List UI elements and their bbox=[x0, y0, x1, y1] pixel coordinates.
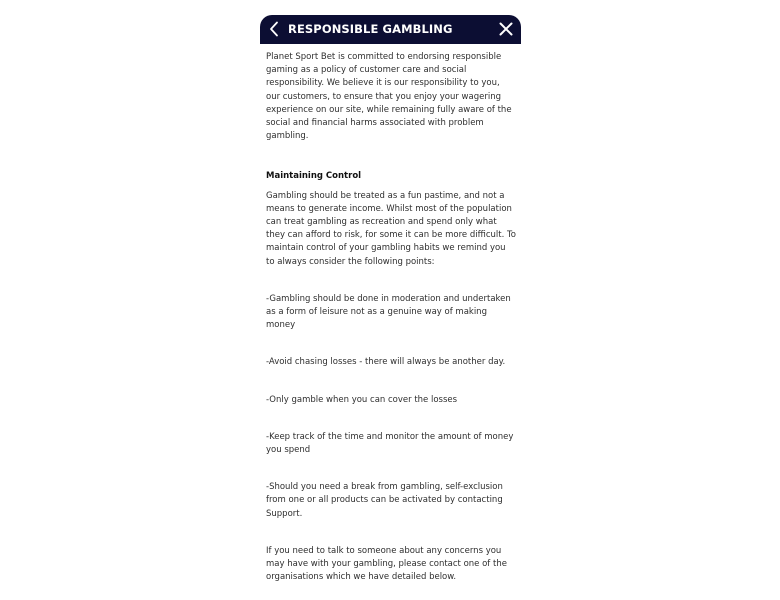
responsible-gambling-screen bbox=[260, 15, 521, 600]
back-button[interactable] bbox=[265, 18, 283, 40]
intro-paragraph: Planet Sport Bet is committed to endorsing responsible gaming as a policy of customer care and social responsibility. We believe it is our responsibility to you, our customers, to ensure that you enjoy your wagering experience on our site, while remaining fully aware of the social and financial harms associated with problem gambling. bbox=[266, 52, 512, 142]
content-body bbox=[266, 51, 516, 584]
list-item: -Avoid chasing losses - there will always be another day. bbox=[266, 357, 506, 368]
header-bar bbox=[260, 15, 521, 44]
closing-paragraph: If you need to talk to someone about any concerns you may have with your gambling, please contact one of the organisations which we have detailed below. bbox=[266, 545, 507, 583]
close-button[interactable] bbox=[496, 19, 516, 39]
section-heading: Maintaining Control bbox=[266, 171, 362, 182]
list-item: -Keep track of the time and monitor the amount of money you spend bbox=[266, 431, 514, 456]
chevron-left-icon bbox=[269, 21, 279, 37]
section-paragraph: Gambling should be treated as a fun pastime, and not a means to generate income. Whilst most of the population can treat gambling as recreation and spend only what they can afford to risk, for some it can be more difficult. To maintain control of your gambling habits we remind you to always consider the following points: bbox=[266, 190, 516, 267]
list-item: -Should you need a break from gambling, self-exclusion from one or all products can be activated by contacting Support. bbox=[266, 482, 503, 519]
close-icon bbox=[499, 22, 513, 36]
list-item: -Only gamble when you can cover the losses bbox=[266, 394, 458, 405]
page-title: RESPONSIBLE GAMBLING bbox=[288, 22, 453, 36]
list-item: -Gambling should be done in moderation and undertaken as a form of leisure not as a genuine way of making money bbox=[266, 293, 511, 331]
